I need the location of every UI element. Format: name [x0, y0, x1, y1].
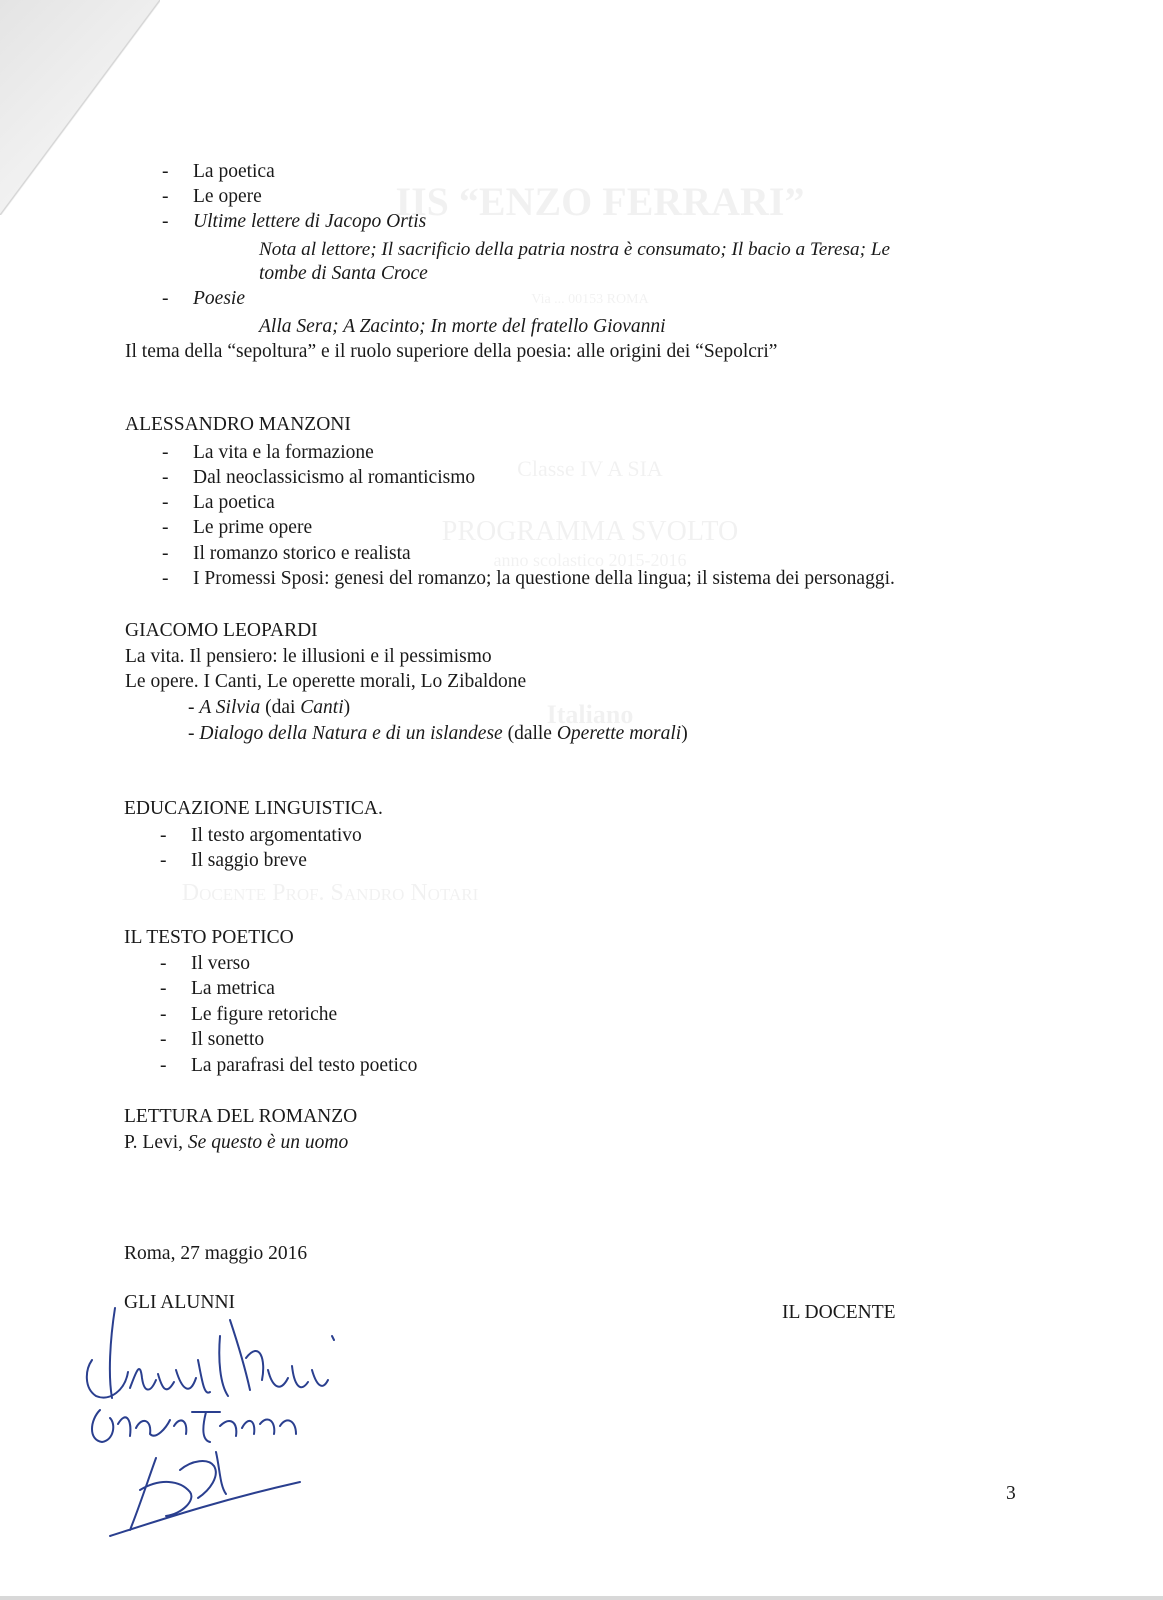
- show-through-anno: anno scolastico 2015-2016: [493, 550, 687, 570]
- work-title: A Silvia: [199, 697, 261, 718]
- signature-stroke: [110, 1452, 300, 1536]
- list-item: Il saggio breve: [191, 850, 307, 871]
- list-dash: -: [162, 186, 169, 207]
- list-dash: -: [162, 543, 169, 564]
- list-item: La poetica: [193, 492, 275, 513]
- ortis-texts: Nota al lettore; Il sacrificio della patria nostra è consumato; Il bacio a Teresa; Le: [259, 239, 891, 260]
- list-dash: -: [162, 467, 169, 488]
- list-item: I Promessi Sposi: genesi del romanzo; la questione della lingua; il sistema dei personaggi.: [193, 568, 895, 589]
- show-through-programma: PROGRAMMA SVOLTO: [441, 516, 739, 547]
- work-end: ): [681, 723, 688, 744]
- list-item: Poesie: [193, 288, 245, 309]
- work-source: Operette morali: [556, 723, 682, 744]
- show-through-docente: Docente Prof. Sandro Notari: [181, 880, 479, 906]
- list-dash: -: [162, 517, 169, 538]
- students-label: GLI ALUNNI: [124, 1292, 236, 1313]
- list-dash: -: [160, 850, 167, 871]
- list-item: Le prime opere: [193, 517, 313, 538]
- ortis-texts-cont: tombe di Santa Croce: [259, 263, 428, 284]
- sepolcri-theme: Il tema della “sepoltura” e il ruolo superiore della poesia: alle origini dei “Sepolcri”: [125, 341, 778, 362]
- work-title: Dialogo della Natura e di un islandese: [199, 723, 503, 744]
- list-item: Il romanzo storico e realista: [193, 543, 411, 564]
- work-mid: (dai: [260, 697, 301, 718]
- novel-reference: [124, 1131, 348, 1155]
- list-item: La parafrasi del testo poetico: [191, 1055, 418, 1076]
- list-dash: -: [162, 492, 169, 513]
- scan-edge: [0, 1596, 1163, 1600]
- list-item: La vita e la formazione: [193, 442, 374, 463]
- list-item: Ultime lettere di Jacopo Ortis: [193, 211, 427, 232]
- show-through-title: IIS “ENZO FERRARI”: [395, 179, 805, 224]
- student-signatures: [70, 1300, 430, 1540]
- leopardi-life: La vita. Il pensiero: le illusioni e il pessimismo: [125, 646, 492, 667]
- section-heading: IL TESTO POETICO: [124, 927, 294, 948]
- leopardi-works: Le opere. I Canti, Le operette morali, Lo Zibaldone: [125, 671, 527, 692]
- novel-title: Se questo è un uomo: [187, 1132, 349, 1153]
- work-source: Canti: [300, 697, 344, 718]
- list-dash: -: [160, 1055, 167, 1076]
- section-heading: ALESSANDRO MANZONI: [125, 414, 351, 435]
- work-mid: (dalle: [502, 723, 557, 744]
- list-item: Il verso: [191, 953, 251, 974]
- section-heading: LETTURA DEL ROMANZO: [124, 1106, 358, 1127]
- signature-stroke: [87, 1308, 334, 1398]
- list-dash: -: [160, 978, 167, 999]
- show-through-subject: Italiano: [546, 700, 634, 729]
- list-dash: -: [160, 953, 167, 974]
- work-end: ): [343, 697, 351, 718]
- show-through-address: Via ... 00153 ROMA: [531, 292, 649, 307]
- list-dash: -: [160, 825, 167, 846]
- section-heading: GIACOMO LEOPARDI: [125, 620, 318, 641]
- leopardi-work-silvia: [188, 696, 350, 720]
- signature-stroke: [92, 1410, 296, 1442]
- list-dash: -: [162, 211, 169, 232]
- place-date: Roma, 27 maggio 2016: [124, 1243, 308, 1264]
- fold-crease: [0, 0, 160, 215]
- teacher-label: IL DOCENTE: [782, 1302, 896, 1323]
- list-item: La poetica: [193, 161, 275, 182]
- list-dash: -: [160, 1029, 167, 1050]
- list-dash: -: [160, 1004, 167, 1025]
- section-heading: EDUCAZIONE LINGUISTICA.: [124, 798, 383, 819]
- novel-author: P. Levi,: [124, 1132, 188, 1153]
- page-number: 3: [1006, 1483, 1016, 1504]
- poesie-texts: Alla Sera; A Zacinto; In morte del fratello Giovanni: [259, 316, 666, 337]
- list-item: Dal neoclassicismo al romanticismo: [193, 467, 476, 488]
- list-dash: -: [162, 442, 169, 463]
- work-prefix: -: [188, 697, 200, 718]
- list-item: La metrica: [191, 978, 275, 999]
- list-item: Il testo argomentativo: [191, 825, 362, 846]
- list-dash: -: [162, 288, 169, 309]
- work-prefix: -: [188, 723, 200, 744]
- list-dash: -: [162, 568, 169, 589]
- list-item: Le opere: [193, 186, 262, 207]
- leopardi-work-dialogo: [188, 722, 688, 746]
- list-item: Il sonetto: [191, 1029, 265, 1050]
- show-through-class: Classe IV A SIA: [517, 456, 663, 481]
- list-dash: -: [162, 161, 169, 182]
- list-item: Le figure retoriche: [191, 1004, 338, 1025]
